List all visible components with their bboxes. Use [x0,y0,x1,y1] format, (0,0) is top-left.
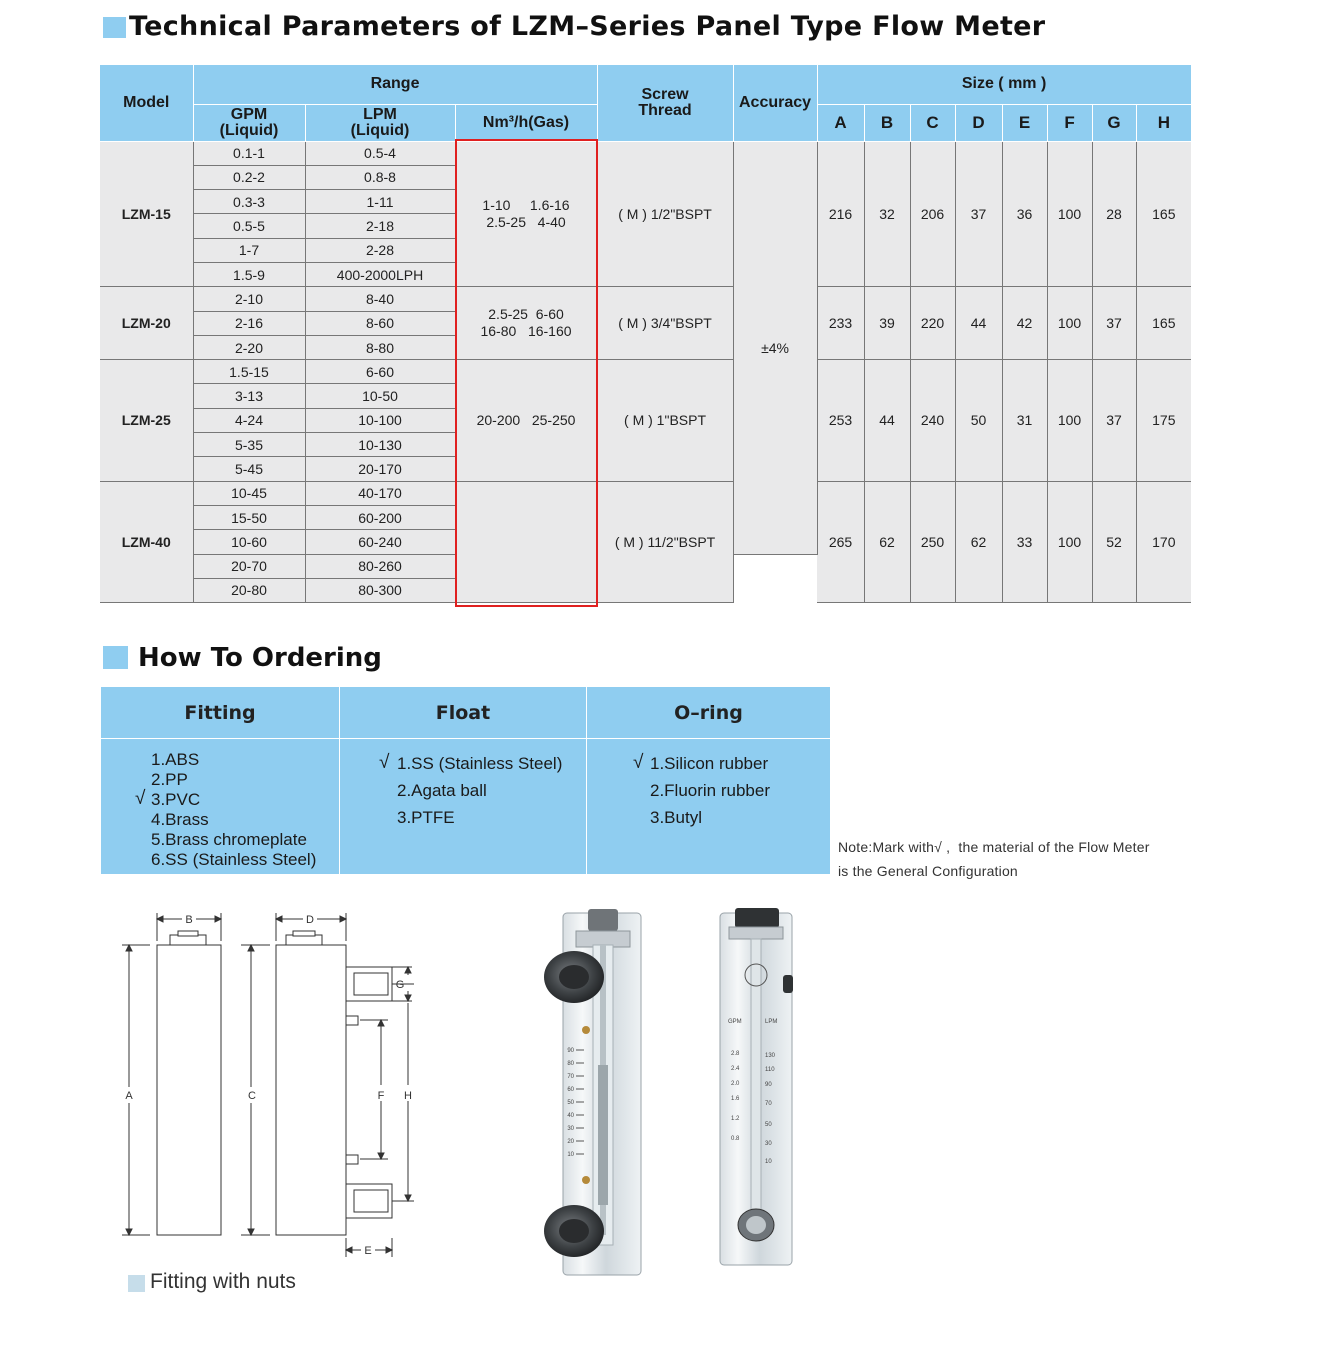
model-name: LZM-40 [100,481,193,602]
gpm-cell: 20-80 [193,578,305,602]
checkmark-icon: √ [633,752,644,773]
size-f-cell: 100 [1047,481,1092,602]
list-item: 4.Brass [151,810,209,829]
scale-label: 2.4 [731,1066,740,1072]
flowmeter-photo-side [715,905,800,1270]
scale-label: 60 [567,1087,574,1093]
gpm-cell: 5-35 [193,433,305,457]
gpm-cell: 4-24 [193,408,305,432]
size-c-cell: 250 [910,481,955,602]
header-size-a: A [817,104,864,141]
size-d-cell: 44 [955,287,1002,360]
lpm-cell: 8-80 [305,335,455,359]
size-a-cell: 233 [817,287,864,360]
label-c: C [248,1090,256,1102]
size-d-cell: 37 [955,141,1002,287]
scale-label: 1.6 [731,1096,740,1102]
gpm-cell: 1.5-9 [193,262,305,286]
table-row [100,360,1191,384]
oring-column [586,687,830,874]
header-size-f: F [1047,104,1092,141]
size-d-cell: 62 [955,481,1002,602]
scale-label: 90 [567,1048,574,1054]
scale-label: 80 [567,1061,574,1067]
header-gpm: GPM (Liquid) [193,104,305,141]
size-b-cell: 62 [864,481,910,602]
scale-label: 130 [765,1053,776,1059]
gpm-cell: 10-45 [193,481,305,505]
list-item: 5.Brass chromeplate [151,830,307,849]
list-item: 2.Agata ball [397,781,487,800]
scale-label: 50 [765,1122,772,1128]
scale-label: 10 [765,1159,772,1165]
list-item: 1.ABS [151,750,200,769]
size-e-cell: 36 [1002,141,1047,287]
list-item: 2.Fluorin rubber [650,781,771,800]
scale-label: 10 [567,1152,574,1158]
header-lpm: LPM (Liquid) [305,104,455,141]
size-h-cell: 175 [1136,360,1191,481]
label-d: D [306,914,314,926]
list-item: 1.SS (Stainless Steel) [397,754,563,773]
table-row [100,287,1191,311]
gas-range-highlight [455,139,598,607]
configuration-note: Note:Mark with√ , the material of the Flow Meter is the General Configuration [838,839,1150,879]
gpm-cell: 20-70 [193,554,305,578]
lpm-cell: 6-60 [305,360,455,384]
label-h: H [404,1090,412,1102]
checkmark-icon: √ [135,788,146,809]
list-item: 6.SS (Stainless Steel) [151,850,317,869]
model-name: LZM-25 [100,360,193,481]
size-g-cell: 28 [1092,141,1136,287]
scale-label: 1.2 [731,1116,740,1122]
ordering-title: How To Ordering [138,643,382,673]
lpm-cell: 60-240 [305,530,455,554]
header-accuracy: Accuracy [733,65,817,141]
model-name: LZM-15 [100,141,193,287]
size-h-cell: 165 [1136,141,1191,287]
header-size-c: C [910,104,955,141]
scale-label: 0.8 [731,1136,740,1142]
caption-marker [128,1275,145,1292]
size-a-cell: 265 [817,481,864,602]
accuracy-cell: ±4% [733,141,817,554]
scale-label: 50 [567,1100,574,1106]
lpm-cell: 10-130 [305,433,455,457]
screw-thread-cell: ( M ) 3/4"BSPT [597,287,733,360]
lpm-cell: 0.8-8 [305,165,455,189]
lpm-cell: 400-2000LPH [305,262,455,286]
section-marker [103,646,128,669]
gpm-cell: 2-10 [193,287,305,311]
section-marker [103,17,126,38]
lpm-cell: 40-170 [305,481,455,505]
fitting-header: Fitting [101,687,339,739]
label-a: A [125,1090,133,1102]
label-f: F [377,1090,385,1102]
header-size-b: B [864,104,910,141]
size-b-cell: 39 [864,287,910,360]
scale-header: GPM [728,1019,742,1025]
gpm-cell: 5-45 [193,457,305,481]
fitting-column [101,687,339,874]
scale-label: 2.8 [731,1051,740,1057]
size-f-cell: 100 [1047,287,1092,360]
size-e-cell: 31 [1002,360,1047,481]
gpm-cell: 10-60 [193,530,305,554]
scale-label: 30 [567,1126,574,1132]
size-a-cell: 216 [817,141,864,287]
ordering-table [101,687,830,874]
flowmeter-photo-front [538,905,668,1280]
size-g-cell: 37 [1092,287,1136,360]
gas-range-cell: 20-200 25-250 [455,360,597,481]
gpm-cell: 2-20 [193,335,305,359]
table-row [100,141,1191,165]
float-header: Float [340,687,586,739]
size-b-cell: 44 [864,360,910,481]
list-item: 3.PTFE [397,808,455,827]
spec-table [100,65,1192,603]
header-size-e: E [1002,104,1047,141]
lpm-cell: 80-260 [305,554,455,578]
size-d-cell: 50 [955,360,1002,481]
oring-header: O–ring [587,687,830,739]
model-name: LZM-20 [100,287,193,360]
gas-range-cell: 1-10 1.6-16 2.5-25 4-40 [455,141,597,287]
size-h-cell: 165 [1136,287,1191,360]
gpm-cell: 1-7 [193,238,305,262]
table-row [100,481,1191,505]
lpm-cell: 80-300 [305,578,455,602]
lpm-cell: 8-60 [305,311,455,335]
header-screw-thread: Screw Thread [597,65,733,141]
list-item: 2.PP [151,770,188,789]
gas-range-cell: 2.5-25 6-60 16-80 16-160 [455,287,597,360]
lpm-cell: 0.5-4 [305,141,455,165]
gpm-cell: 0.3-3 [193,190,305,214]
scale-header: LPM [765,1019,778,1025]
size-e-cell: 33 [1002,481,1047,602]
header-range: Range [193,65,597,104]
size-g-cell: 37 [1092,360,1136,481]
gpm-cell: 3-13 [193,384,305,408]
scale-label: 40 [567,1113,574,1119]
lpm-cell: 2-18 [305,214,455,238]
size-e-cell: 42 [1002,287,1047,360]
header-size-g: G [1092,104,1136,141]
label-e: E [364,1245,372,1257]
checkmark-icon: √ [379,752,390,773]
list-item: 3.Butyl [650,808,702,827]
size-c-cell: 240 [910,360,955,481]
gpm-cell: 15-50 [193,505,305,529]
float-column [339,687,586,874]
size-h-cell: 170 [1136,481,1191,602]
screw-thread-cell: ( M ) 1/2"BSPT [597,141,733,287]
gpm-cell: 1.5-15 [193,360,305,384]
gpm-cell: 0.1-1 [193,141,305,165]
lpm-cell: 1-11 [305,190,455,214]
scale-label: 2.0 [731,1081,740,1087]
lpm-cell: 2-28 [305,238,455,262]
size-a-cell: 253 [817,360,864,481]
lpm-cell: 8-40 [305,287,455,311]
size-b-cell: 32 [864,141,910,287]
scale-label: 30 [765,1141,772,1147]
lpm-cell: 10-50 [305,384,455,408]
scale-label: 70 [765,1101,772,1107]
lpm-cell: 60-200 [305,505,455,529]
gpm-cell: 0.5-5 [193,214,305,238]
label-g: G [395,979,405,991]
gpm-cell: 2-16 [193,311,305,335]
size-g-cell: 52 [1092,481,1136,602]
gpm-cell: 0.2-2 [193,165,305,189]
scale-label: 70 [567,1074,574,1080]
size-c-cell: 220 [910,287,955,360]
scale-label: 110 [765,1067,775,1073]
size-f-cell: 100 [1047,360,1092,481]
label-b: B [185,914,193,926]
size-f-cell: 100 [1047,141,1092,287]
lpm-cell: 10-100 [305,408,455,432]
header-size-d: D [955,104,1002,141]
list-item: 3.PVC [151,790,201,809]
header-model: Model [100,65,193,141]
scale-label: 20 [567,1139,574,1145]
header-size-h: H [1136,104,1191,141]
screw-thread-cell: ( M ) 11/2"BSPT [597,481,733,602]
screw-thread-cell: ( M ) 1"BSPT [597,360,733,481]
spec-title: Technical Parameters of LZM–Series Panel Type Flow Meter [129,11,1046,42]
size-c-cell: 206 [910,141,955,287]
header-size: Size ( mm ) [817,65,1191,104]
scale-label: 90 [765,1082,772,1088]
list-item: 1.Silicon rubber [650,754,769,773]
lpm-cell: 20-170 [305,457,455,481]
dimension-drawing [110,905,430,1257]
header-gas: Nm³/h(Gas) [455,104,597,141]
diagram-caption: Fitting with nuts [150,1270,296,1293]
